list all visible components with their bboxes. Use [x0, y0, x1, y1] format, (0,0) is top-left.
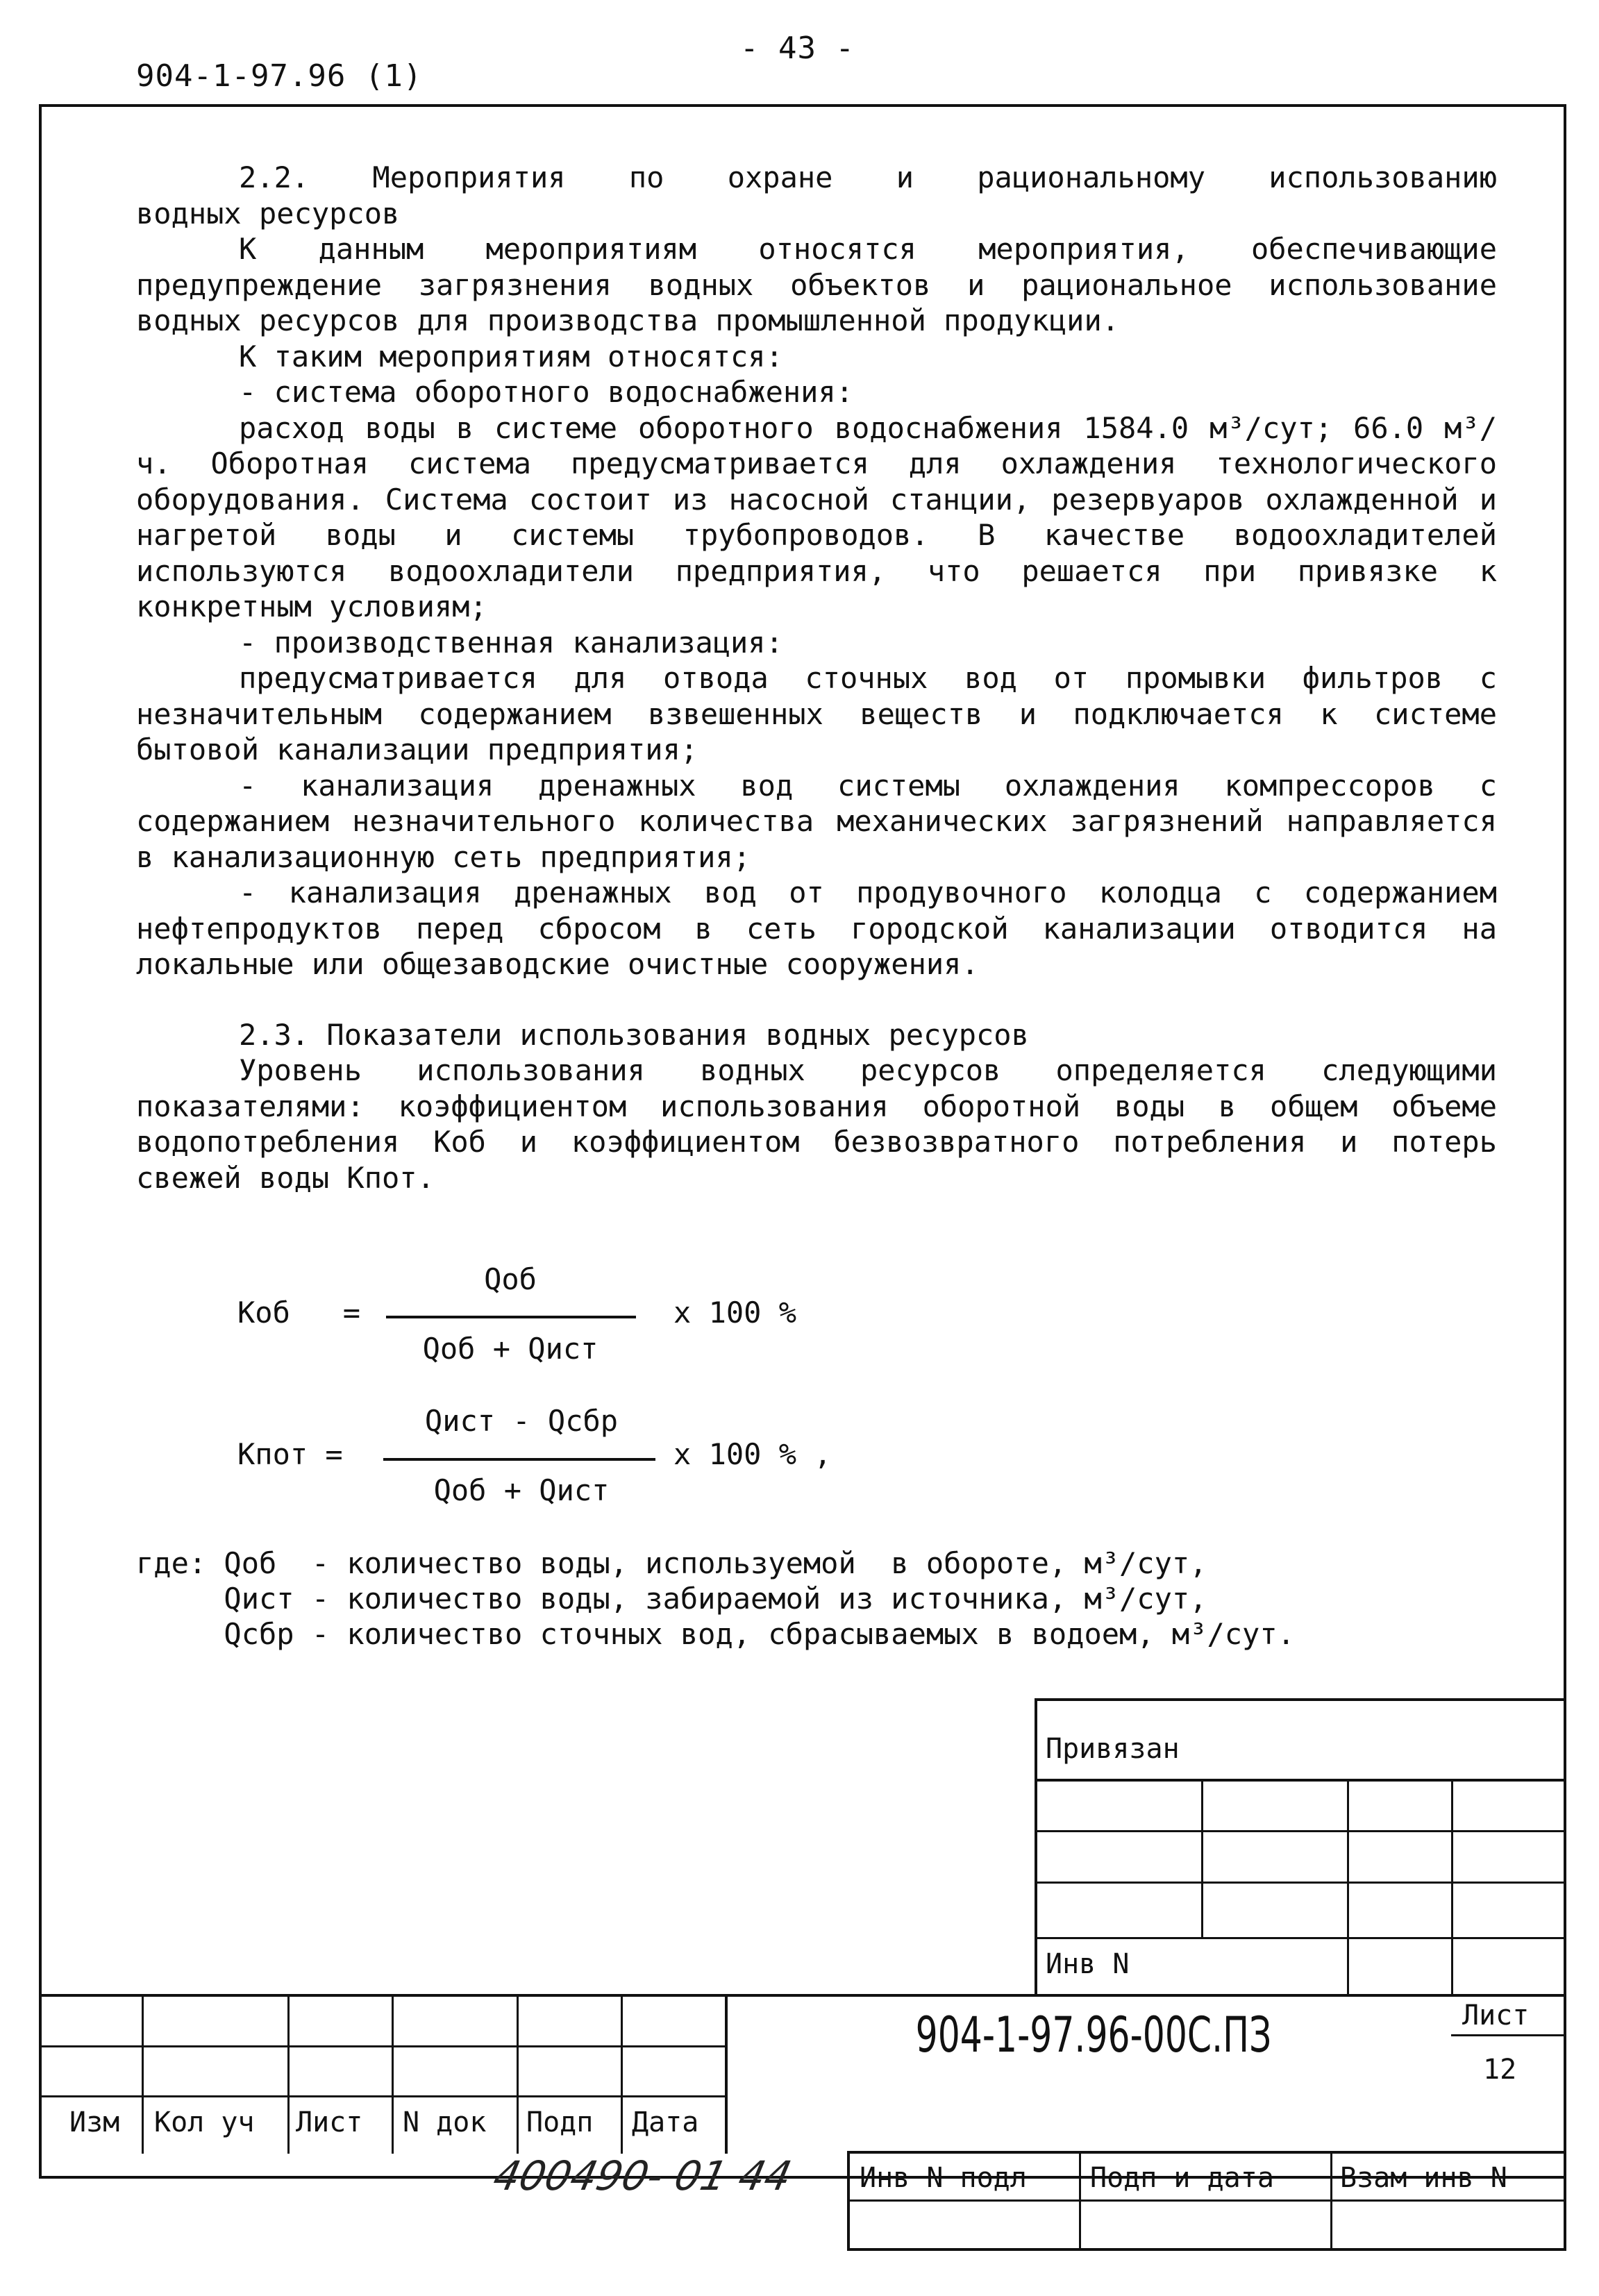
formula-kpot-lhs: Кпот =: [237, 1437, 343, 1471]
stamp-col-list: Лист: [296, 2106, 363, 2138]
list-item-recycling-text: расход воды в системе оборотного водоснабжения 1584.0 м³/сут; 66.0 м³/ч. Оборотная система предусматривается для охлаждения технологического оборудования. Система состоит из насосной станции, резервуаров охлажденной и нагретой воды и системы трубопроводов. В качестве водоохладителей используются водоохладители предприятия, что решается при привязке к конкретным условиям;: [136, 410, 1497, 623]
section-2-2-title-line2: водных ресурсов: [136, 196, 400, 231]
stamp-border: [1035, 1698, 1037, 1997]
stamp-podp-i-data: Подп и дата: [1090, 2162, 1274, 2194]
stamp-col-izm: Изм: [69, 2106, 120, 2138]
definition-qist: Qист - количество воды, забираемой из источника, м³/сут,: [136, 1582, 1207, 1616]
section-2-2-title-line1: 2.2. Мероприятия по охране и рациональному использованию: [239, 160, 1497, 194]
formula-kob-lhs: Коб =: [237, 1296, 361, 1330]
list-item-industrial-sewer-text: предусматривается для отвода сточных вод от промывки фильтров с незначительным содержанием взвешенных веществ и подключается к системе бытовой канализации предприятия;: [136, 661, 1497, 766]
formula-kob-numerator: Qоб: [484, 1262, 537, 1296]
stamp-privyazan: Привязан: [1046, 1733, 1180, 1765]
section-2-2-para2: К таким мероприятиям относятся:: [239, 339, 783, 374]
section-2-3-title: 2.3. Показатели использования водных ресурсов: [239, 1017, 1029, 1052]
stamp-list-number: 12: [1483, 2054, 1517, 2086]
variable-definitions: [136, 1545, 1295, 1652]
body-text: [136, 160, 1497, 1196]
definition-qob: где: Qоб - количество воды, используемой в обороте, м³/сут,: [136, 1546, 1207, 1580]
stamp-inv-n: Инв N: [1046, 1948, 1130, 1980]
list-item-recycling: - система оборотного водоснабжения:: [239, 375, 854, 409]
formula-kpot-fraction-bar: [383, 1458, 655, 1461]
formula-kpot-tail: x 100 % ,: [673, 1437, 832, 1471]
formula-kob-tail: x 100 %: [673, 1296, 797, 1330]
section-2-3-para: Уровень использования водных ресурсов определяется следующими показателями: коэффициентом использования оборотной воды в общем объеме водопотребления Коб и коэффициентом безвозвратного потребления и потерь свежей воды Кпот.: [136, 1053, 1497, 1195]
formula-kob-denominator: Qоб + Qист: [422, 1332, 598, 1366]
list-item-compressor-drainage: - канализация дренажных вод системы охлаждения компрессоров с содержанием незначительного количества механических загрязнений направляется в канализационную сеть предприятия;: [136, 768, 1497, 874]
stamp-col-podp: Подп: [526, 2106, 594, 2138]
stamp-col-n-dok: N док: [403, 2106, 487, 2138]
list-item-industrial-sewer: - производственная канализация:: [239, 625, 783, 660]
section-2-2-para1: К данным мероприятиям относятся мероприятия, обеспечивающие предупреждение загрязнения водных объектов и рациональное использование водных ресурсов для производства промышленной продукции.: [136, 232, 1497, 337]
document-code-header: 904-1-97.96 (1): [136, 58, 423, 94]
formula-kpot-denominator: Qоб + Qист: [433, 1473, 610, 1507]
stamp-document-code: 904-1-97.96-00С.ПЗ: [915, 2006, 1272, 2063]
stamp-inv-n-podl: Инв N подл: [860, 2162, 1027, 2194]
definition-qsbr: Qсбр - количество сточных вод, сбрасываемых в водоем, м³/сут.: [136, 1617, 1295, 1651]
formula-kpot-numerator: Qист - Qсбр: [424, 1404, 619, 1438]
page-number: - 43 -: [740, 31, 855, 66]
handwritten-inventory-number: 400490- 01 44: [489, 2152, 796, 2199]
stamp-col-kol-uch: Кол уч: [154, 2106, 255, 2138]
list-item-blowdown-drainage: - канализация дренажных вод от продувочного колодца с содержанием нефтепродуктов перед сбросом в сеть городской канализации отводится на локальные или общезаводские очистные сооружения.: [136, 875, 1497, 981]
stamp-list-label: Лист: [1462, 2000, 1530, 2031]
stamp-vzam-inv-n: Взам инв N: [1340, 2162, 1507, 2194]
stamp-col-data: Дата: [632, 2106, 699, 2138]
formula-kob-fraction-bar: [386, 1316, 636, 1318]
